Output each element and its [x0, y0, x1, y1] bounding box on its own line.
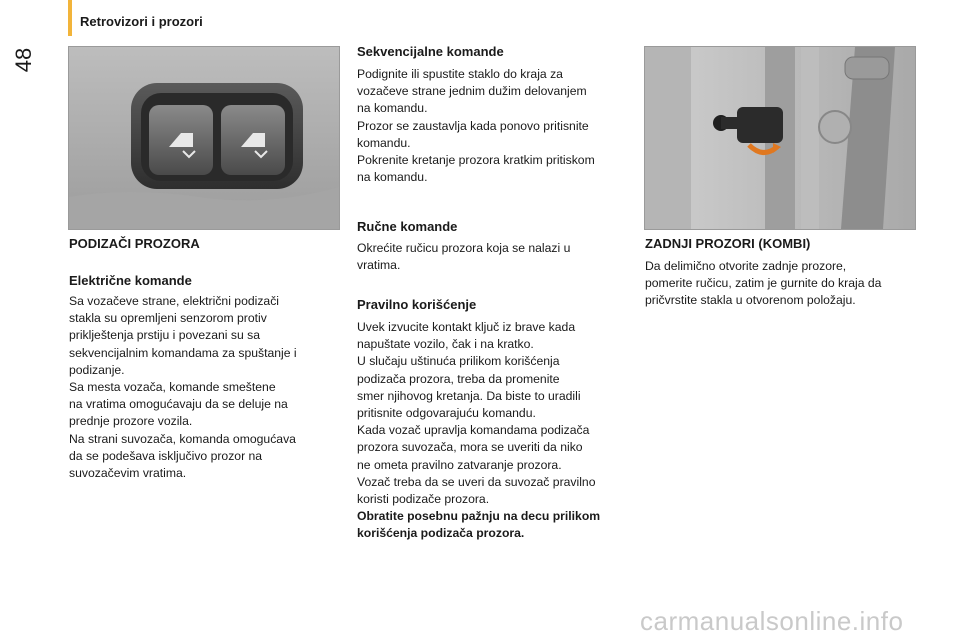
electric-controls-text — [69, 293, 297, 482]
text-line: Prozor se zaustavlja kada ponovo pritisnite — [357, 118, 589, 133]
text-line: komandu. — [357, 135, 411, 150]
text-line: pričvrstite stakla u otvorenom položaju. — [645, 293, 856, 308]
text-line: priklještenja prstiju i povezani su sa — [69, 328, 261, 343]
text-line: Pokrenite kretanje prozora kratkim pritiskom — [357, 153, 595, 168]
rear-window-latch-illustration — [645, 47, 915, 229]
text-line: podizača prozora, treba da promenite — [357, 371, 560, 386]
rear-windows-text — [645, 258, 881, 310]
window-switch-illustration — [69, 47, 339, 229]
page-header-title: Retrovizori i prozori — [80, 14, 203, 29]
text-line: Da delimično otvorite zadnje prozore, — [645, 259, 847, 273]
text-line: stakla su opremljeni senzorom protiv — [69, 311, 267, 326]
proper-use-text — [357, 319, 600, 543]
warning-line: korišćenja podizača prozora. — [357, 526, 525, 541]
text-line: ne ometa pravilno zatvaranje prozora. — [357, 457, 562, 472]
power-windows-title: PODIZAČI PROZORA — [69, 236, 200, 251]
text-line: Vozač treba da se uveri da suvozač pravilno — [357, 474, 596, 489]
manual-controls-title: Ručne komande — [357, 219, 458, 234]
text-line: Sa vozačeve strane, električni podizači — [69, 294, 280, 308]
text-line: prednje prozore vozila. — [69, 414, 193, 429]
window-switch-image — [68, 46, 340, 230]
watermark: carmanualsonline.info — [640, 606, 904, 636]
text-line: U slučaju uštinuća prilikom korišćenja — [357, 354, 560, 369]
text-line: podizanje. — [69, 362, 125, 377]
text-line: Okrećite ručicu prozora koja se nalazi u — [357, 241, 571, 255]
warning-line: Obratite posebnu pažnju na decu prilikom — [357, 509, 601, 524]
text-line: na vratima omogućavaju da se deluje na — [69, 397, 288, 412]
text-line: vozačeve strane jednim dužim delovanjem — [357, 84, 587, 99]
rear-windows-title: ZADNJI PROZORI (KOMBI) — [645, 236, 811, 251]
text-line: Na strani suvozača, komanda omogućava — [69, 431, 296, 446]
text-line: koristi podizače prozora. — [357, 492, 490, 507]
text-line: prozora suvozača, mora se uveriti da niko — [357, 440, 583, 455]
text-line: na komandu. — [357, 170, 428, 185]
proper-use-title: Pravilno korišćenje — [357, 297, 477, 312]
sequential-controls-title: Sekvencijalne komande — [357, 44, 504, 59]
rear-window-latch-image — [644, 46, 916, 230]
sequential-controls-text — [357, 66, 595, 186]
text-line: na komandu. — [357, 101, 428, 116]
text-line: Kada vozač upravlja komandama podizača — [357, 423, 590, 438]
header-accent-bar — [68, 0, 72, 36]
text-line: Sa mesta vozača, komande smeštene — [69, 380, 276, 395]
text-line: pritisnite odgovarajuću komandu. — [357, 406, 536, 421]
text-line: smer njihovog kretanja. Da biste to uradili — [357, 388, 581, 403]
manual-controls-text — [357, 240, 570, 274]
text-line: sekvencijalnim komandama za spuštanje i — [69, 345, 297, 360]
text-line: pomerite ručicu, zatim je gurnite do kraja da — [645, 276, 882, 291]
text-line: Podignite ili spustite staklo do kraja za — [357, 67, 563, 81]
text-line: vratima. — [357, 258, 401, 273]
electric-controls-title: Električne komande — [69, 273, 192, 288]
text-line: da se podešava isključivo prozor na — [69, 448, 263, 463]
text-line: napuštate vozilo, čak i na kratko. — [357, 337, 534, 352]
text-line: Uvek izvucite kontakt ključ iz brave kada — [357, 320, 576, 334]
text-line: suvozačevim vratima. — [69, 466, 187, 481]
page-number: 48 — [11, 47, 36, 73]
